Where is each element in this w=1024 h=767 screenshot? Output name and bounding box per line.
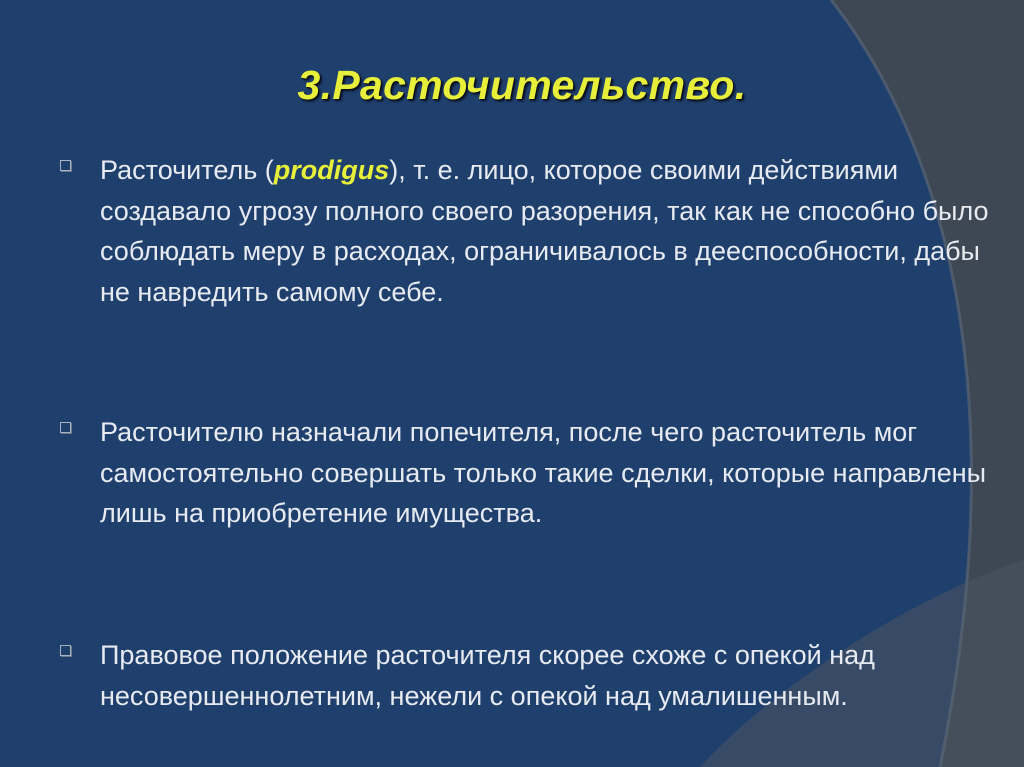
bullet-item bbox=[58, 412, 998, 534]
checkbox-square-bullet-icon bbox=[60, 645, 71, 656]
bullet-text: Расточитель (prodigus), т. е. лицо, которое своими действиями создавало угрозу полного своего разорения, так как не способно было соблюдать меру в расходах, ограничивалось в дееспособности, дабы не навредить самому себе. bbox=[100, 155, 989, 307]
highlight-term: prodigus bbox=[273, 155, 390, 185]
checkbox-square-bullet-icon bbox=[60, 160, 71, 171]
checkbox-square-bullet-icon bbox=[60, 422, 71, 433]
bullet-item bbox=[58, 635, 998, 716]
bullet-text: Расточителю назначали попечителя, после чего расточитель мог самостоятельно совершать только такие сделки, которые направлены лишь на приобретение имущества. bbox=[100, 417, 987, 528]
bullet-item bbox=[58, 150, 998, 312]
bullet-text: Правовое положение расточителя скорее схоже с опекой над несовершеннолетним, нежели с опекой над умалишенным. bbox=[100, 640, 875, 711]
slide-title: 3.Расточительство. bbox=[297, 62, 747, 108]
